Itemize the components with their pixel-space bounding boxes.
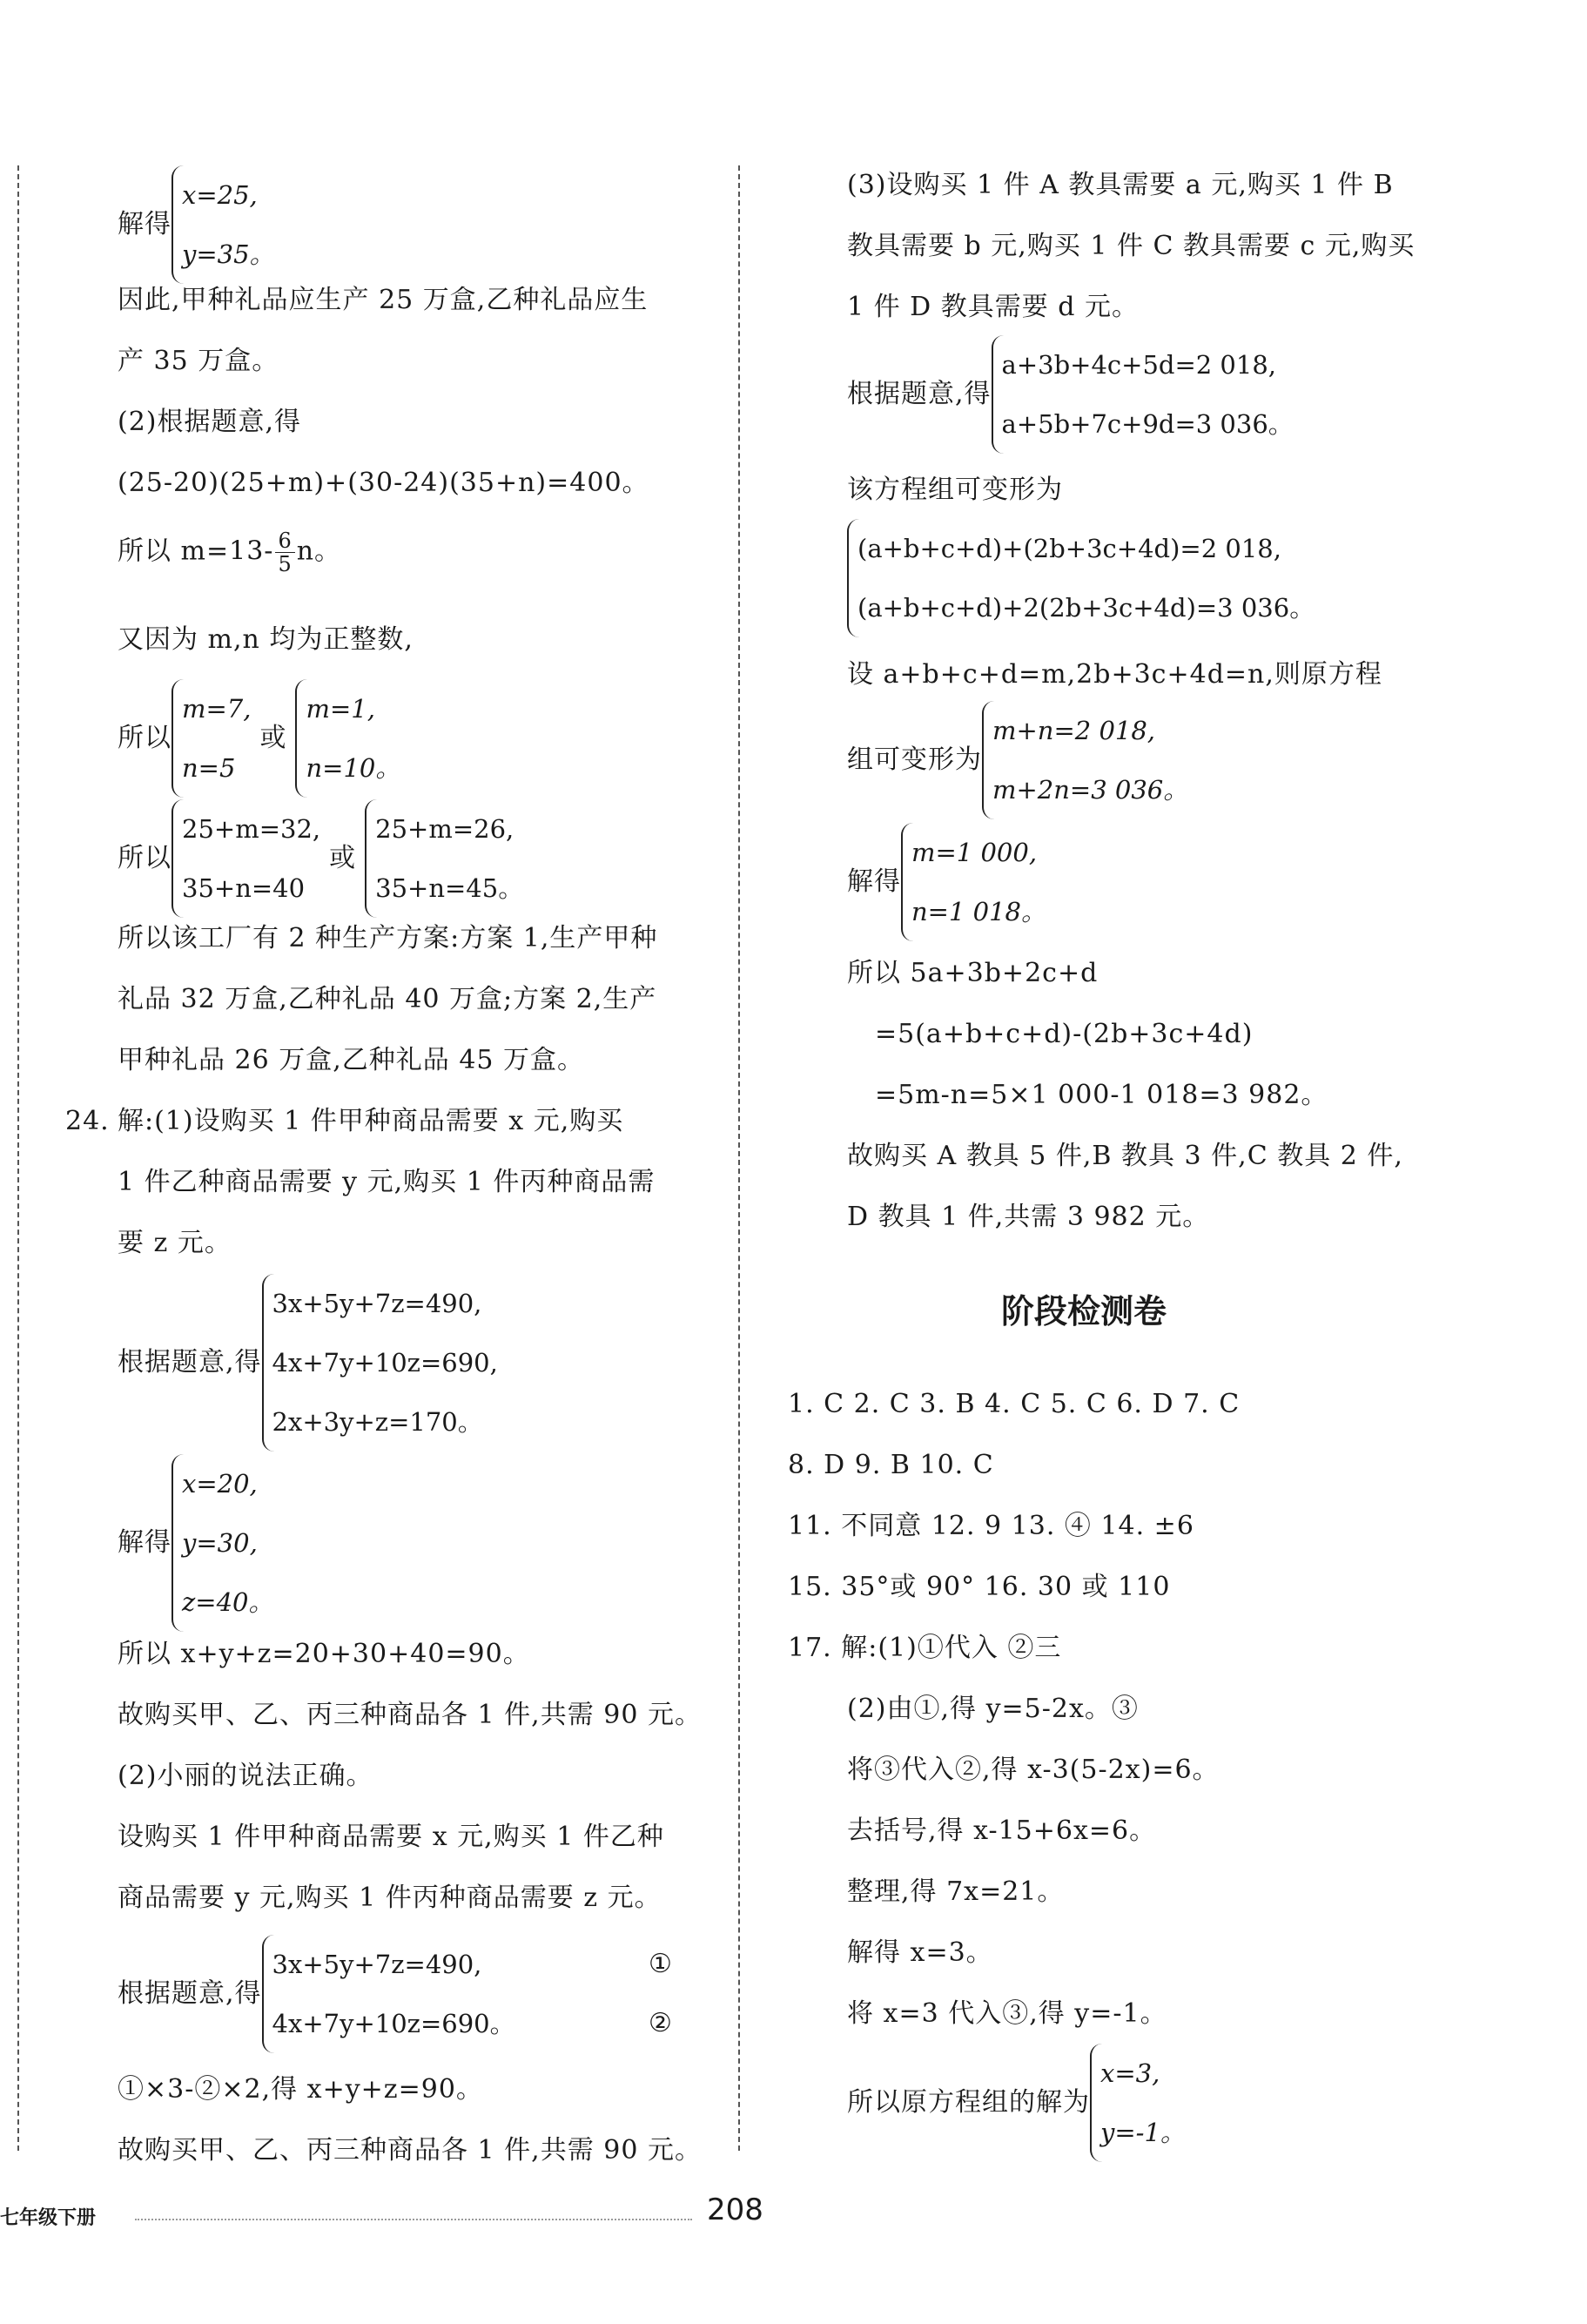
equation-line: =5(a+b+c+d)-(2b+3c+4d) (875, 1019, 1254, 1049)
system-label: 所以 (118, 843, 171, 873)
system-row: z=40。 (182, 1587, 274, 1617)
system-label: 根据题意,得 (847, 379, 992, 409)
text-line: 礼品 32 万盒,乙种礼品 40 万盒;方案 2,生产 (118, 984, 657, 1014)
equation-system-2 (118, 1935, 515, 2053)
system-label: 根据题意,得 (118, 1347, 262, 1378)
system-row: m=1, (306, 694, 375, 724)
system-label: 组可变形为 (847, 744, 982, 775)
answer-line: 将 x=3 代入③,得 y=-1。 (847, 1998, 1167, 2029)
text-line: 故购买 A 教具 5 件,B 教具 3 件,C 教具 2 件, (847, 1141, 1403, 1171)
fraction-line (118, 529, 341, 576)
system-row: y=-1。 (1100, 2118, 1186, 2147)
text-line: 商品需要 y 元,购买 1 件丙种商品需要 z 元。 (118, 1883, 662, 1913)
question-number: 24. (65, 1106, 110, 1136)
answer-line: 1. C 2. C 3. B 4. C 5. C 6. D 7. C (788, 1389, 1241, 1419)
system-rows (262, 1935, 515, 2053)
system-row: n=5 (182, 753, 236, 783)
or-label: 或 (259, 723, 287, 753)
text-line: 所以该工厂有 2 种生产方案:方案 1,生产甲种 (118, 923, 658, 953)
system-row: y=35。 (182, 239, 275, 269)
system-rows (992, 335, 1294, 454)
system-rows (171, 1454, 273, 1632)
system-rows (171, 799, 320, 918)
equation-mark: ② (649, 2008, 673, 2038)
system-row: 35+n=40 (182, 873, 306, 903)
system-row: a+5b+7c+9d=3 036。 (1001, 409, 1294, 439)
answer-line: 15. 35°或 90° 16. 30 或 110 (788, 1572, 1171, 1602)
system-label: 根据题意,得 (118, 1978, 262, 2009)
mn-systems (118, 679, 400, 798)
system-row: 3x+5y+7z=490, (272, 1289, 482, 1318)
system-label: 所以原方程组的解为 (847, 2087, 1090, 2118)
system-row: 25+m=32, (182, 814, 321, 844)
answer-line: 解得 x=3。 (847, 1937, 993, 1968)
page-number: 208 (707, 2193, 763, 2227)
system-rows (262, 1274, 498, 1452)
final-solution-system (847, 2044, 1186, 2162)
transformed-system (847, 519, 1315, 637)
text-line: D 教具 1 件,共需 3 982 元。 (847, 1202, 1210, 1232)
system-label: 解得 (847, 866, 901, 897)
system-rows (365, 799, 523, 918)
system-row: 25+m=26, (375, 814, 514, 844)
text-line: ①×3-②×2,得 x+y+z=90。 (118, 2074, 483, 2105)
text-line: 所以 5a+3b+2c+d (847, 958, 1099, 988)
text-line: 设购买 1 件甲种商品需要 x 元,购买 1 件乙种 (118, 1822, 664, 1852)
equation-line: (25-20)(25+m)+(30-24)(35+n)=400。 (118, 468, 649, 498)
system-row: n=1 018。 (911, 897, 1046, 926)
system-row: 2x+3y+z=170。 (272, 1407, 483, 1437)
system-row: a+3b+4c+5d=2 018, (1001, 350, 1276, 380)
answer-line: (2)由①,得 y=5-2x。③ (847, 1694, 1139, 1724)
system-row: x=3, (1100, 2058, 1160, 2088)
middle-cut-line (738, 165, 740, 2151)
fraction (275, 529, 294, 576)
text-line: 故购买甲、乙、丙三种商品各 1 件,共需 90 元。 (118, 2135, 702, 2166)
text-line: (3)设购买 1 件 A 教具需要 a 元,购买 1 件 B (847, 170, 1394, 200)
system-rows (982, 701, 1188, 819)
text-line: 设 a+b+c+d=m,2b+3c+4d=n,则原方程 (847, 659, 1382, 690)
plan-systems (118, 799, 523, 918)
answer-line: 整理,得 7x=21。 (847, 1876, 1065, 1907)
section-title: 阶段检测卷 (1001, 1292, 1167, 1330)
system-rows (1090, 2044, 1186, 2162)
system-row: 3x+5y+7z=490, (272, 1950, 482, 1979)
system-rows (171, 165, 275, 284)
text-line: 1 件 D 教具需要 d 元。 (847, 292, 1140, 322)
answer-line: 去括号,得 x-15+6x=6。 (847, 1815, 1157, 1846)
equation-system-abcd (847, 335, 1294, 454)
system-row: y=30, (182, 1528, 258, 1558)
footer-label: 七年级下册 (0, 2207, 97, 2229)
or-label: 或 (329, 843, 357, 873)
system-row: m=1 000, (911, 838, 1038, 867)
text-line: 要 z 元。 (118, 1228, 232, 1258)
system-rows (901, 823, 1046, 941)
answer-line: 将③代入②,得 x-3(5-2x)=6。 (847, 1755, 1220, 1785)
system-row: n=10。 (306, 753, 401, 783)
text-line: 因此,甲种礼品应生产 25 万盒,乙种礼品应生 (118, 285, 649, 315)
equation-mark: ① (649, 1949, 673, 1979)
solution-system-3 (118, 1454, 273, 1632)
equation-system-3 (118, 1274, 498, 1452)
text-line: 产 35 万盒。 (118, 346, 279, 376)
answer-line: 17. 解:(1)①代入 ②三 (788, 1633, 1062, 1663)
system-rows (295, 679, 400, 798)
answer-line: 8. D 9. B 10. C (788, 1450, 994, 1480)
system-rows (847, 519, 1315, 637)
system-row: m+2n=3 036。 (992, 775, 1189, 805)
system-row: (a+b+c+d)+(2b+3c+4d)=2 018, (857, 534, 1281, 563)
mn-solution-system (847, 823, 1046, 941)
system-row: 4x+7y+10z=690。 (272, 2009, 515, 2038)
system-row: m+n=2 018, (992, 716, 1156, 745)
system-rows (171, 679, 251, 798)
system-row: m=7, (182, 694, 252, 724)
text-line: (2)根据题意,得 (118, 407, 302, 437)
footer-divider (135, 2219, 692, 2220)
left-cut-line (17, 165, 19, 2151)
text-line: 所以 x+y+z=20+30+40=90。 (118, 1639, 530, 1669)
text-line: 1 件乙种商品需要 y 元,购买 1 件丙种商品需 (118, 1167, 656, 1197)
text-line: 该方程组可变形为 (847, 475, 1063, 505)
text-line: 甲种礼品 26 万盒,乙种礼品 45 万盒。 (118, 1045, 585, 1075)
system-row: 35+n=45。 (375, 873, 524, 903)
solution-system-1 (118, 165, 275, 284)
text-line: 故购买甲、乙、丙三种商品各 1 件,共需 90 元。 (118, 1700, 702, 1730)
fraction-prefix: 所以 m=13- (118, 536, 274, 567)
system-label: 所以 (118, 723, 171, 753)
equation-line: =5m-n=5×1 000-1 018=3 982。 (875, 1080, 1328, 1110)
text-line: 解:(1)设购买 1 件甲种商品需要 x 元,购买 (118, 1106, 624, 1136)
text-line: 教具需要 b 元,购买 1 件 C 教具需要 c 元,购买 (847, 231, 1416, 261)
system-label: 解得 (118, 1527, 171, 1558)
fraction-numerator: 6 (275, 529, 294, 553)
text-line: (2)小丽的说法正确。 (118, 1761, 373, 1791)
fraction-suffix: n。 (296, 536, 342, 567)
fraction-denominator: 5 (278, 552, 293, 576)
system-row: x=20, (182, 1469, 258, 1499)
mn-transformed-system (847, 701, 1188, 819)
answer-line: 11. 不同意 12. 9 13. ④ 14. ±6 (788, 1511, 1194, 1541)
text-line: 又因为 m,n 均为正整数, (118, 624, 414, 655)
system-label: 解得 (118, 209, 171, 239)
system-row: x=25, (182, 180, 258, 210)
system-row: 4x+7y+10z=690, (272, 1348, 498, 1378)
system-row: (a+b+c+d)+2(2b+3c+4d)=3 036。 (857, 593, 1315, 623)
